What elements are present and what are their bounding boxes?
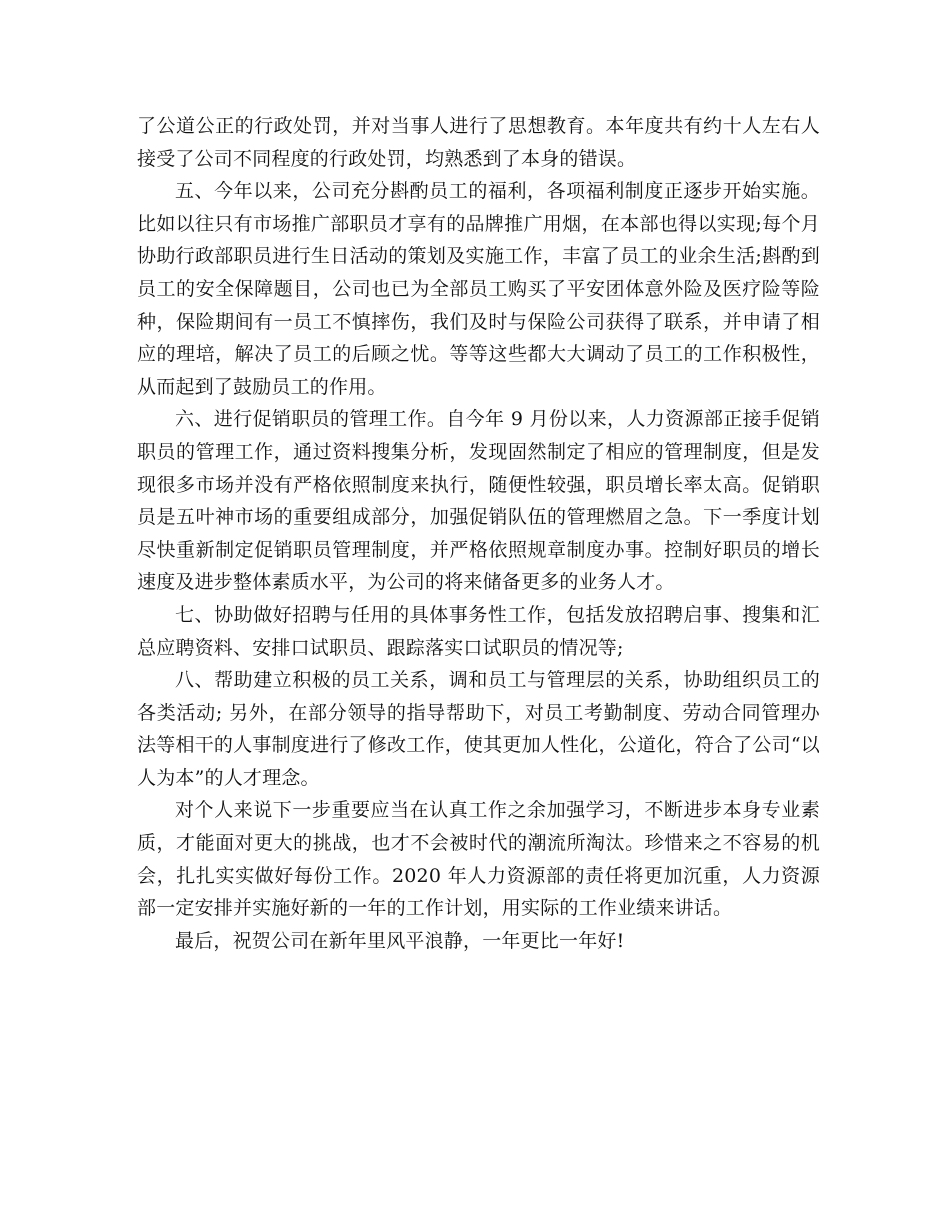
document-body — [137, 110, 820, 957]
paragraph-section-7: 七、协助做好招聘与任用的具体事务性工作，包括发放招聘启事、搜集和汇总应聘资料、安排口试职员、跟踪落实口试职员的情况等; — [137, 603, 820, 659]
paragraph-section-8: 八、帮助建立积极的员工关系，调和员工与管理层的关系，协助组织员工的各类活动; 另外，在部分领导的指导帮助下，对员工考勤制度、劳动合同管理办法等相干的人事制度进行了修改工作，使其更加人性化，公道化，符合了公司“以人为本”的人才理念。 — [137, 669, 820, 789]
paragraph-section-5: 五、今年以来，公司充分斟酌员工的福利，各项福利制度正逐步开始实施。比如以往只有市场推广部职员才享有的品牌推广用烟，在本部也得以实现;每个月协助行政部职员进行生日活动的策划及实施工作，丰富了员工的业余生活;斟酌到员工的安全保障题目，公司也已为全部员工购买了平安团体意外险及医疗险等险种，保险期间有一员工不慎摔伤，我们及时与保险公司获得了联系，并申请了相应的理培，解决了员工的后顾之忧。等等这些都大大调动了员工的工作积极性，从而起到了鼓励员工的作用。 — [137, 180, 820, 398]
paragraph-personal-plan: 对个人来说下一步重要应当在认真工作之余加强学习，不断进步本身专业素质，才能面对更大的挑战，也才不会被时代的潮流所淘汰。珍惜来之不容易的机会，扎扎实实做好每份工作。2020 年人力资源部的责任将更加沉重，人力资源部一定安排并实施好新的一年的工作计划，用实际的工作业绩来讲话。 — [137, 799, 820, 920]
paragraph-continuation: 了公道公正的行政处罚，并对当事人进行了思想教育。本年度共有约十人左右人接受了公司不同程度的行政处罚，均熟悉到了本身的错误。 — [137, 115, 820, 170]
paragraph-closing: 最后，祝贺公司在新年里风平浪静，一年更比一年好! — [175, 929, 625, 952]
paragraph-section-6: 六、进行促销职员的管理工作。自今年 9 月份以来，人力资源部正接手促销职员的管理工作，通过资料搜集分析，发现固然制定了相应的管理制度，但是发现很多市场并没有严格依照制度来执行，随便性较强，职员增长率太高。促销职员是五叶神市场的重要组成部分，加强促销队伍的管理燃眉之急。下一季度计划尽快重新制定促销职员管理制度，并严格依照规章制度办事。控制好职员的增长速度及进步整体素质水平，为公司的将来储备更多的业务人才。 — [137, 408, 820, 594]
